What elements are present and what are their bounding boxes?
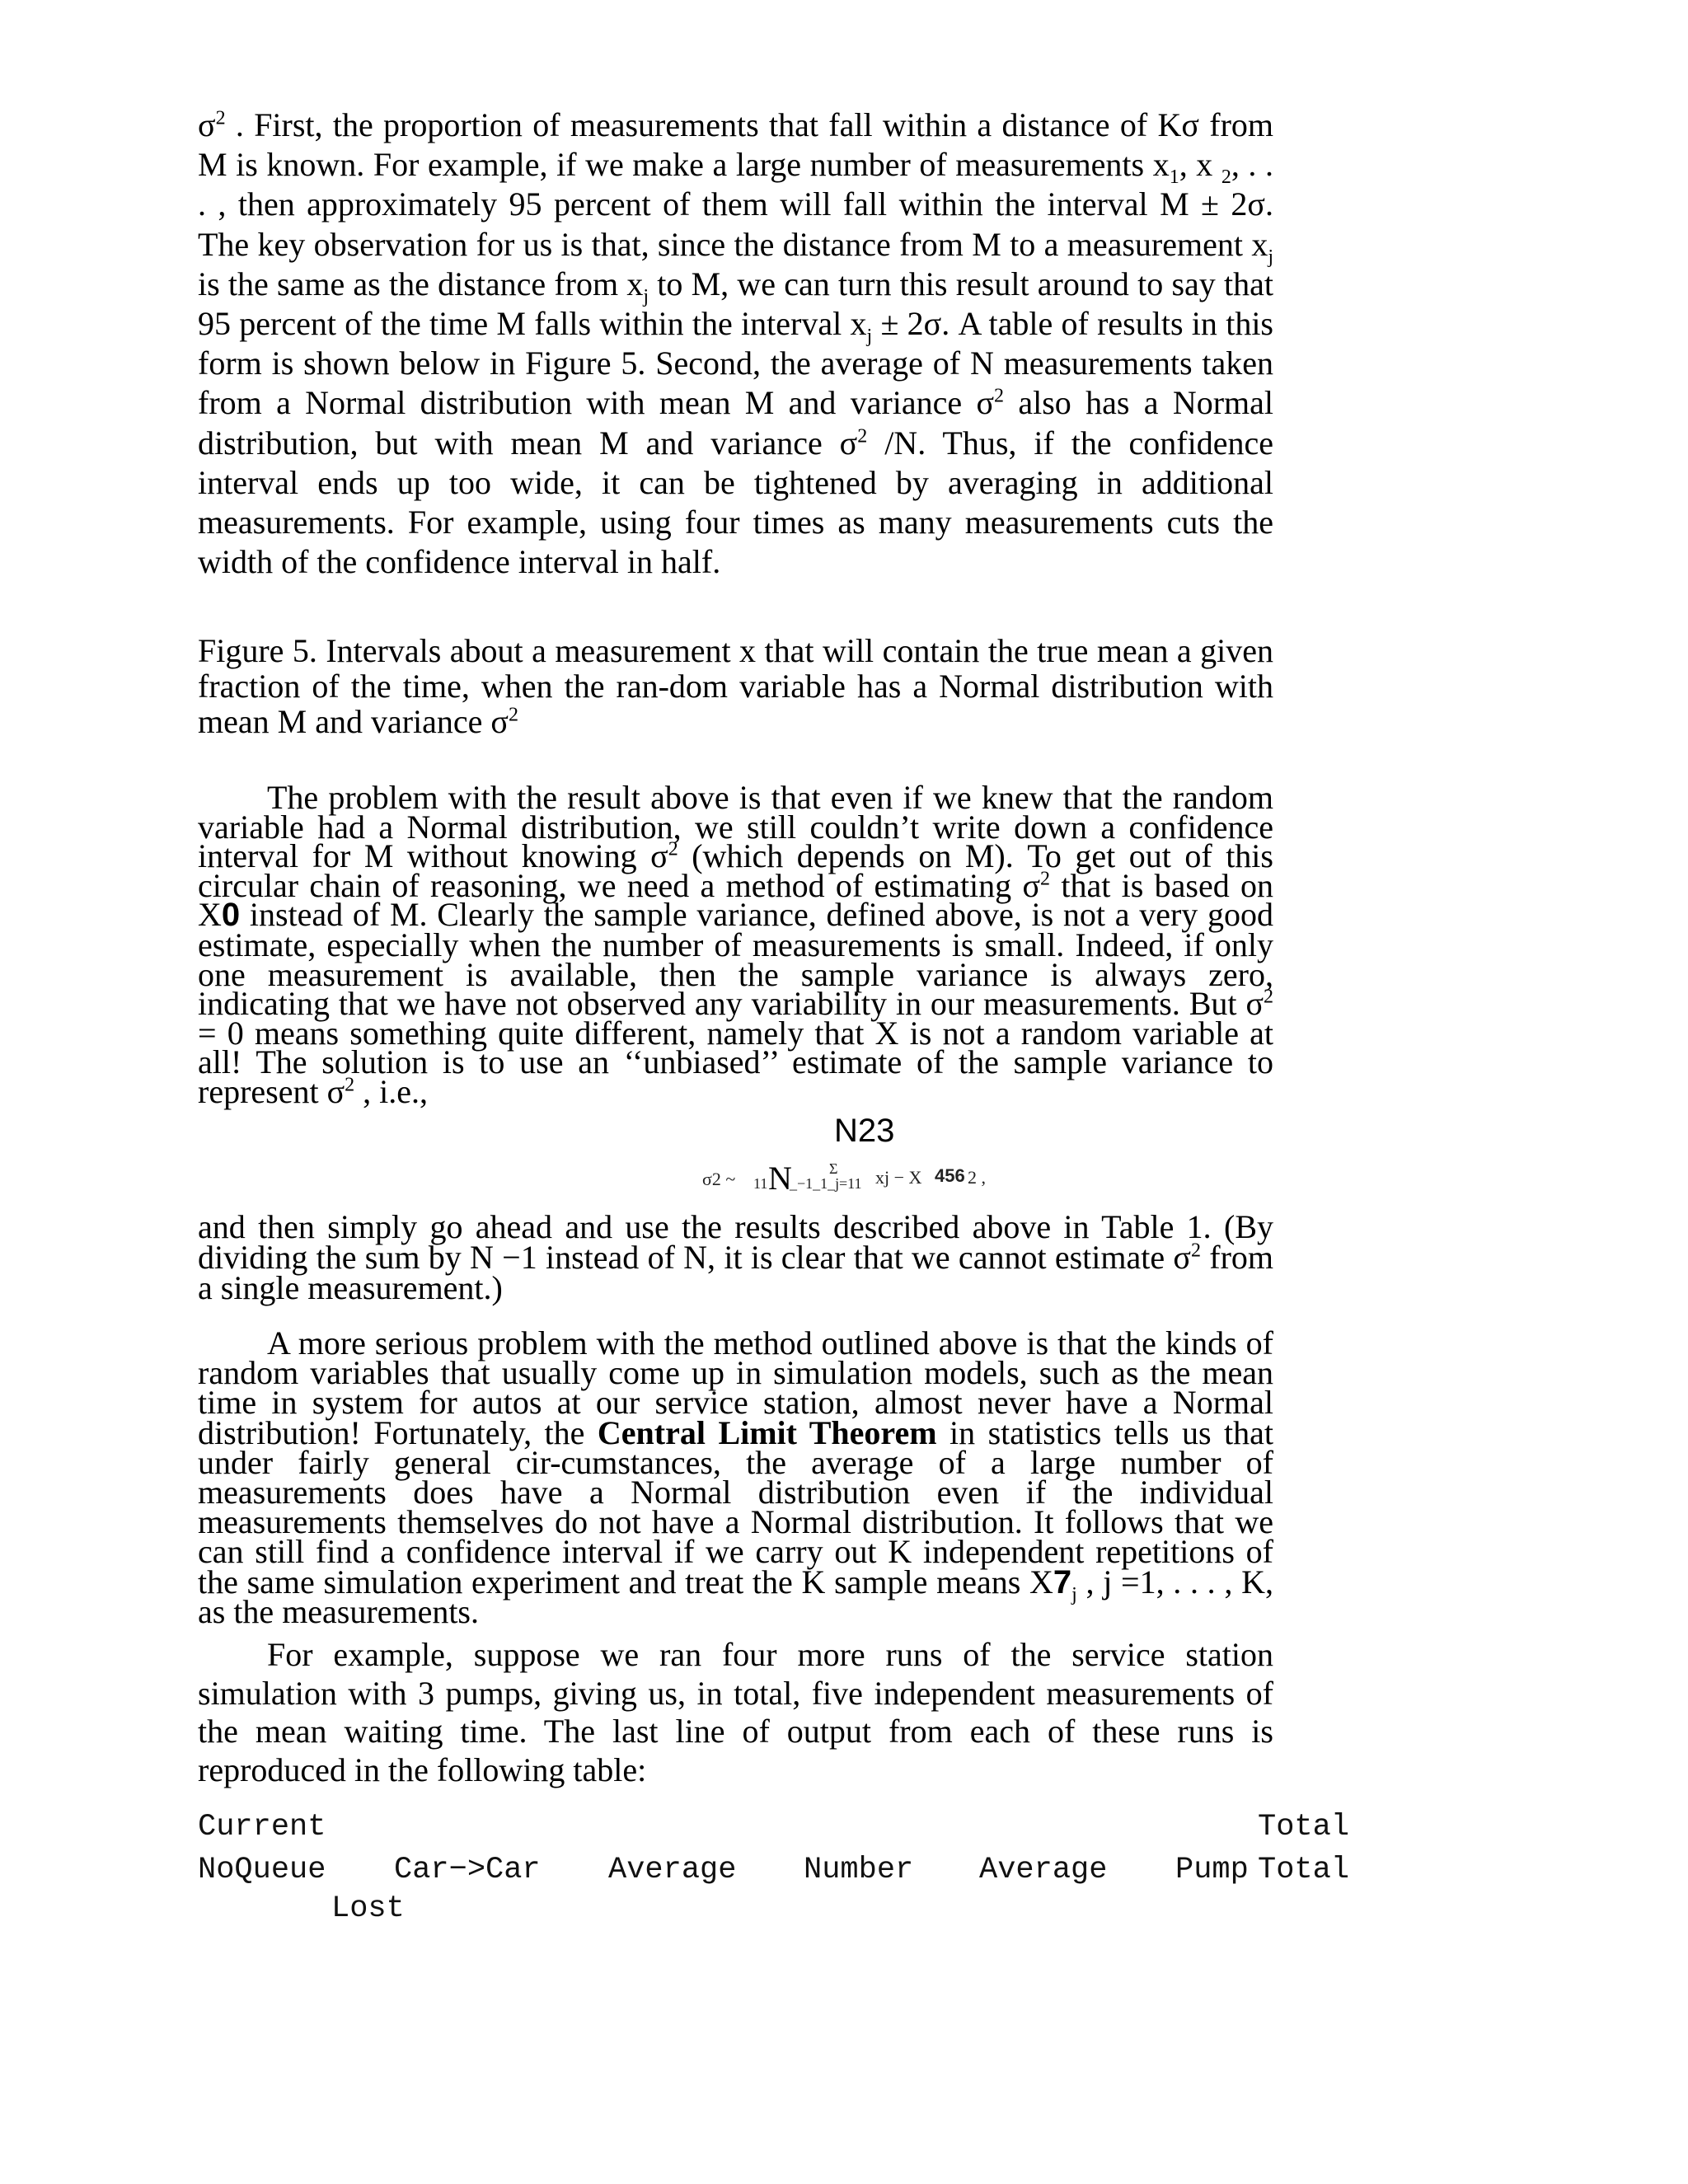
subscript: 2 <box>1221 166 1231 189</box>
subscript: 1 <box>1169 166 1179 189</box>
text-span: is the same as the distance from x <box>198 265 644 302</box>
table-header-carcar: Car−>Car <box>394 1853 541 1887</box>
text-span: , i.e., <box>354 1072 429 1110</box>
formula-fragment: σ2 ~ <box>702 1169 736 1189</box>
text-span: The problem with the result above is that even if we knew that the random variable had a Normal distribution, we still couldn’t write down a confidence interval for M without knowing σ <box>198 779 1273 875</box>
estimate-paragraph <box>198 1208 1273 1306</box>
formula-fragment: 2 , <box>968 1167 986 1188</box>
text-span: (which depends on M). To get out of this circular chain of reasoning, we need a method of estimating σ <box>198 837 1273 904</box>
formula-fragment: 456 <box>935 1165 965 1186</box>
superscript: 2 <box>857 425 868 448</box>
text-span: Figure 5. Intervals about a measurement x that will contain the true mean a given fraction of the time, when the ran-dom variable has a Normal distribution with mean M and variance σ <box>198 632 1273 740</box>
formula-fragment: N <box>768 1160 792 1197</box>
formula-fragment: xj − X <box>875 1167 922 1188</box>
equation-number: N23 <box>834 1113 895 1149</box>
table-header-total: Total <box>1258 1810 1350 1844</box>
text-span: ± 2σ. A table of results in this form is shown below in Figure 5. Second, the average of N measurements taken from a Normal distribution with mean M and variance σ <box>198 305 1273 422</box>
table-header-number: Number <box>804 1853 914 1887</box>
variance-formula <box>702 1160 1065 1205</box>
superscript: 2 <box>1264 986 1273 1008</box>
text-span: also has a Normal distribution, but with mean M and variance σ <box>198 384 1274 462</box>
superscript: 2 <box>215 107 226 129</box>
table-header-lost: Lost <box>331 1891 405 1926</box>
text-span: , x <box>1179 146 1213 184</box>
formula-fragment: 11 <box>753 1175 768 1192</box>
superscript: 2 <box>345 1074 355 1096</box>
subscript: j <box>1268 246 1273 268</box>
bold-digit: 7 <box>1053 1563 1072 1601</box>
text-span: in statistics tells us that under fairly general cir-cumstances, the average of a large number of measurements does have a Normal distribution even if the individual measurements themselves do not have a Normal distribution. It follows that we can still find a confidence interval if we carry out K independent repetitions of the same simulation experiment and treat the K sample means X <box>198 1413 1274 1601</box>
text-span: σ <box>198 106 216 143</box>
text-span: A more serious problem with the method outlined above is that the kinds of random variables that usually come up in simulation models, such as the mean time in system for autos at our service station, almost never have a Normal distribution! Fortunately, the <box>198 1324 1273 1451</box>
superscript: 2 <box>1040 868 1051 890</box>
subscript: j <box>1071 1583 1077 1605</box>
clt-paragraph <box>198 1324 1274 1630</box>
text-span: instead of M. Clearly the sample variance, defined above, is not a very good estimate, especially when the number of measurements is small. Indeed, if only one measurement is available, then the sample variance is always zero, indicating that we have not observed any variability in our measurements. But σ <box>198 896 1273 1023</box>
example-paragraph: For example, suppose we ran four more runs of the service station simulation with 3 pumps, giving us, in total, five independent measurements of the mean waiting time. The last line of output from each of these runs is reproduced in the following table: <box>198 1636 1273 1788</box>
bold-term: Central Limit Theorem <box>597 1413 937 1451</box>
table-header-current: Current <box>198 1810 326 1844</box>
superscript: 2 <box>1190 1240 1201 1262</box>
subscript: j <box>866 326 873 348</box>
text-span: , j =1, . . . , K, as the measurements. <box>198 1563 1273 1630</box>
table-header-average: Average <box>608 1853 737 1887</box>
text-span: and then simply go ahead and use the results described above in Table 1. (By dividing the sum by N −1 instead of N, it is clear that we cannot estimate σ <box>198 1208 1273 1276</box>
text-span: . First, the proportion of measurements that fall within a distance of Kσ from M is known. For example, if we make a large number of measurements x <box>198 106 1273 184</box>
table-header-noqueue: NoQueue <box>198 1853 326 1887</box>
text-span: from a single measurement.) <box>198 1239 1273 1306</box>
text-span: to M, we can turn this result around to say that 95 percent of the time M falls within the interval x <box>198 265 1273 343</box>
superscript: 2 <box>668 838 678 860</box>
subscript: j <box>643 285 649 307</box>
table-header-pump: Pump <box>1175 1853 1249 1887</box>
superscript: 2 <box>508 704 518 726</box>
superscript: 2 <box>994 386 1005 408</box>
text-span: /N. Thus, if the confidence interval ends up too wide, it can be tightened by averaging in additional measurements. For example, using four times as many measurements cuts the width of the confidence interval in half. <box>198 424 1273 581</box>
problem-paragraph <box>198 779 1274 1110</box>
text-span: that is based on X <box>198 866 1274 934</box>
bold-digit: 0 <box>221 897 241 934</box>
intro-paragraph <box>198 105 1273 582</box>
formula-fragment: =11 <box>839 1175 862 1192</box>
formula-fragment: _−1_1_j <box>790 1175 840 1192</box>
text-span: = 0 means something quite different, namely that X is not a random variable at all! The solution is to use an ‘‘unbiased’’ estimate of the sample variance to represent σ <box>198 1014 1273 1110</box>
table-header-average: Average <box>979 1853 1108 1887</box>
table-header-total: Total <box>1258 1853 1350 1887</box>
formula-fragment: Σ <box>829 1160 838 1177</box>
figure-caption <box>198 633 1273 739</box>
text-span: , . . . , then approximately 95 percent of them will fall within the interval M ± 2σ. The key observation for us is that, since the distance from M to a measurement x <box>198 146 1273 263</box>
